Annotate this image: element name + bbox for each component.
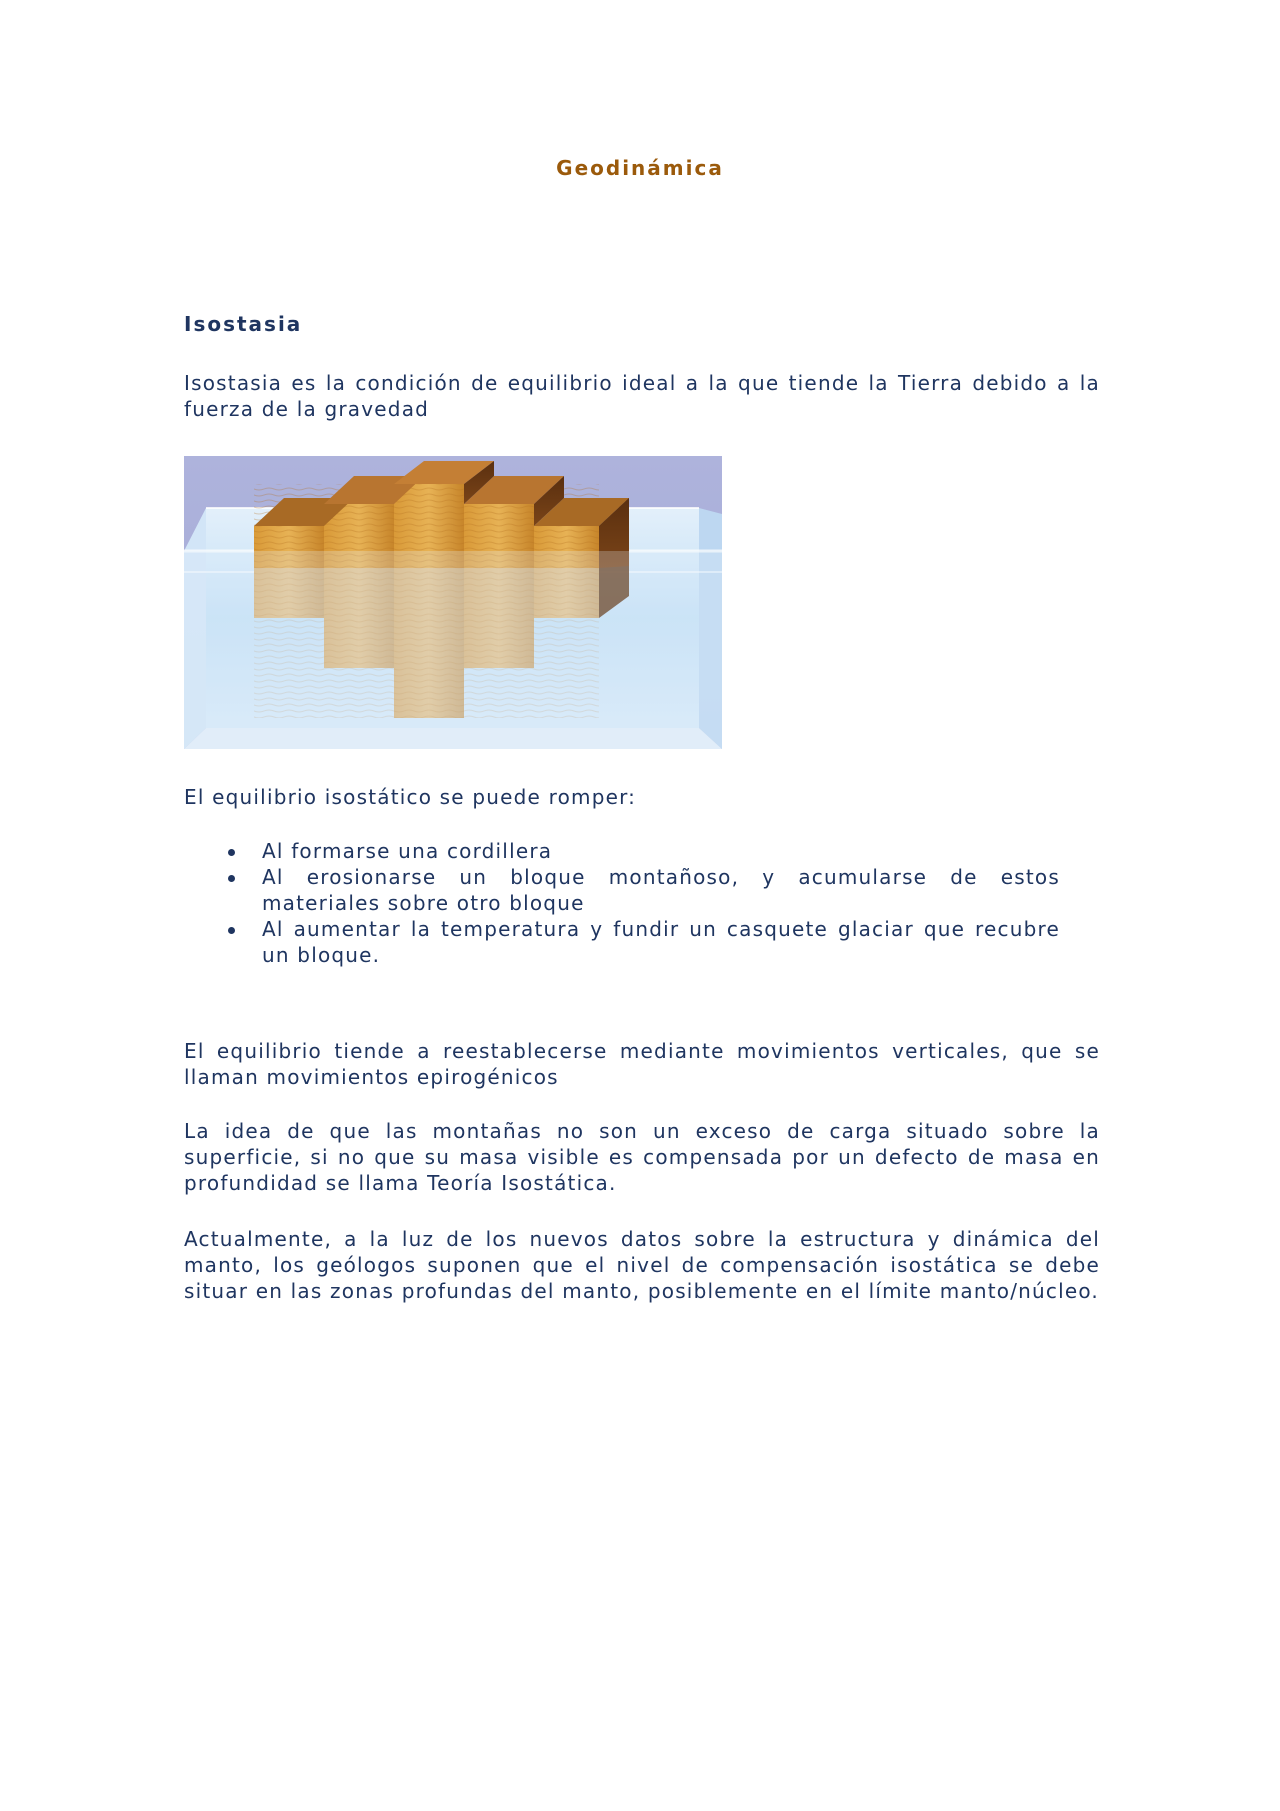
document-title: Geodinámica [556,156,724,180]
theory-paragraph: La idea de que las montañas no son un exceso de carga situado sobre la superficie, si no que su masa visible es compensada por un defecto de masa en profundidad se llama Teoría Isostática. [184,1119,1100,1195]
section-heading: Isostasia [184,312,303,336]
isostasy-figure [184,456,722,749]
list-item [184,838,1100,864]
causes-list [184,838,1100,968]
bullet-icon [228,875,235,882]
list-item [184,864,1100,916]
list-item-text: Al formarse una cordillera [262,839,553,863]
bullet-icon [228,927,235,934]
current-view-paragraph: Actualmente, a la luz de los nuevos datos sobre la estructura y dinámica del manto, los geólogos suponen que el nivel de compensación isostática se debe situar en las zonas profundas del manto, posiblemente en el límite manto/núcleo. [184,1227,1100,1303]
restore-paragraph: El equilibrio tiende a reestablecerse mediante movimientos verticales, que se llaman movimientos epirogénicos [184,1039,1100,1089]
bullet-icon [228,849,235,856]
list-item [184,916,1100,968]
break-paragraph: El equilibrio isostático se puede romper: [184,785,637,809]
intro-paragraph: Isostasia es la condición de equilibrio ideal a la que tiende la Tierra debido a la fuerza de la gravedad [184,371,1100,421]
list-item-text: Al erosionarse un bloque montañoso, y acumularse de estos materiales sobre otro bloque [262,865,1060,915]
wooden-blocks-floating-in-water-illustration [184,456,722,749]
list-item-text: Al aumentar la temperatura y fundir un casquete glaciar que recubre un bloque. [262,917,1060,967]
